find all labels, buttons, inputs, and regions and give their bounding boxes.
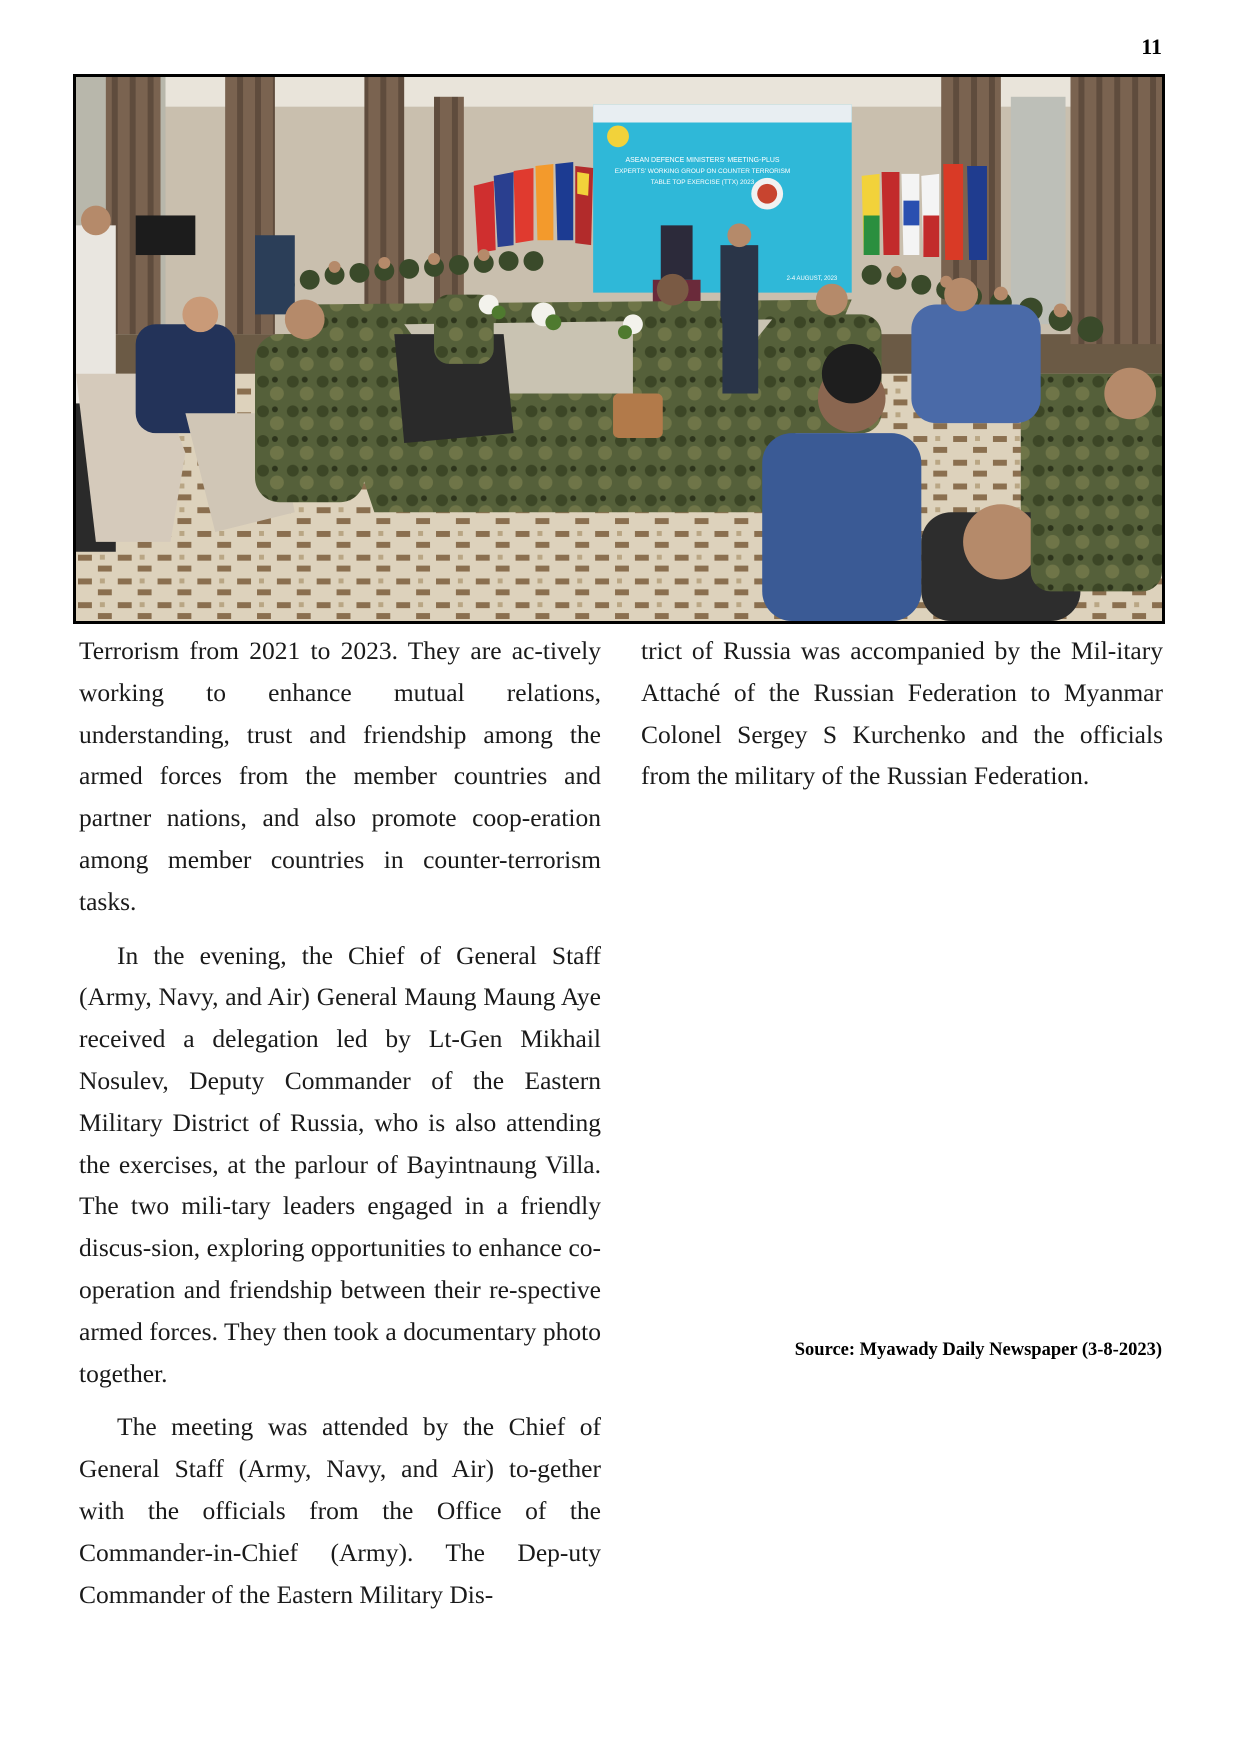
screen-date: 2-4 AUGUST, 2023 (786, 275, 838, 282)
source-credit: Source: Myawady Daily Newspaper (3-8-2023) (794, 1340, 1162, 1360)
screen-title-line-2: EXPERTS' WORKING GROUP ON COUNTER TERRORISM (614, 167, 791, 175)
article-column-left (79, 630, 601, 1627)
page-number: 11 (1141, 34, 1162, 59)
article-column-right (641, 630, 1163, 809)
article-paragraph: Terrorism from 2021 to 2023. They are ac-tively working to enhance mutual relations, understanding, trust and friendship among the armed forces from the member countries and partner nations, and also promote coop-eration among member countries in counter-terrorism tasks. (79, 636, 601, 916)
article-paragraph: trict of Russia was accompanied by the Mil-itary Attaché of the Russian Federation to Myanmar Colonel Sergey S Kurchenko and the officials from the military of the Russian Federation. (641, 636, 1163, 791)
meeting-photo (73, 74, 1165, 624)
article-paragraph: In the evening, the Chief of General Staff (Army, Navy, and Air) General Maung Maung Aye received a delegation led by Lt-Gen Mikhail Nosulev, Deputy Commander of the Eastern Military District of Russia, who is also attending the exercises, at the parlour of Bayintnaung Villa. The two mili-tary leaders engaged in a friendly discus-sion, exploring opportunities to enhance co-operation and friendship between their re-spective armed forces. They then took a documentary photo together. (79, 940, 601, 1388)
screen-title-line-1: ASEAN DEFENCE MINISTERS' MEETING-PLUS (625, 157, 780, 165)
article-paragraph: The meeting was attended by the Chief of General Staff (Army, Navy, and Air) to-gether with the officials from the Office of the Commander-in-Chief (Army). The Dep-uty Commander of the Eastern Military Dis- (79, 1412, 601, 1609)
meeting-photo-illustration (76, 77, 1162, 621)
screen-title-line-3: TABLE TOP EXERCISE (TTX) 2023 (650, 178, 755, 186)
